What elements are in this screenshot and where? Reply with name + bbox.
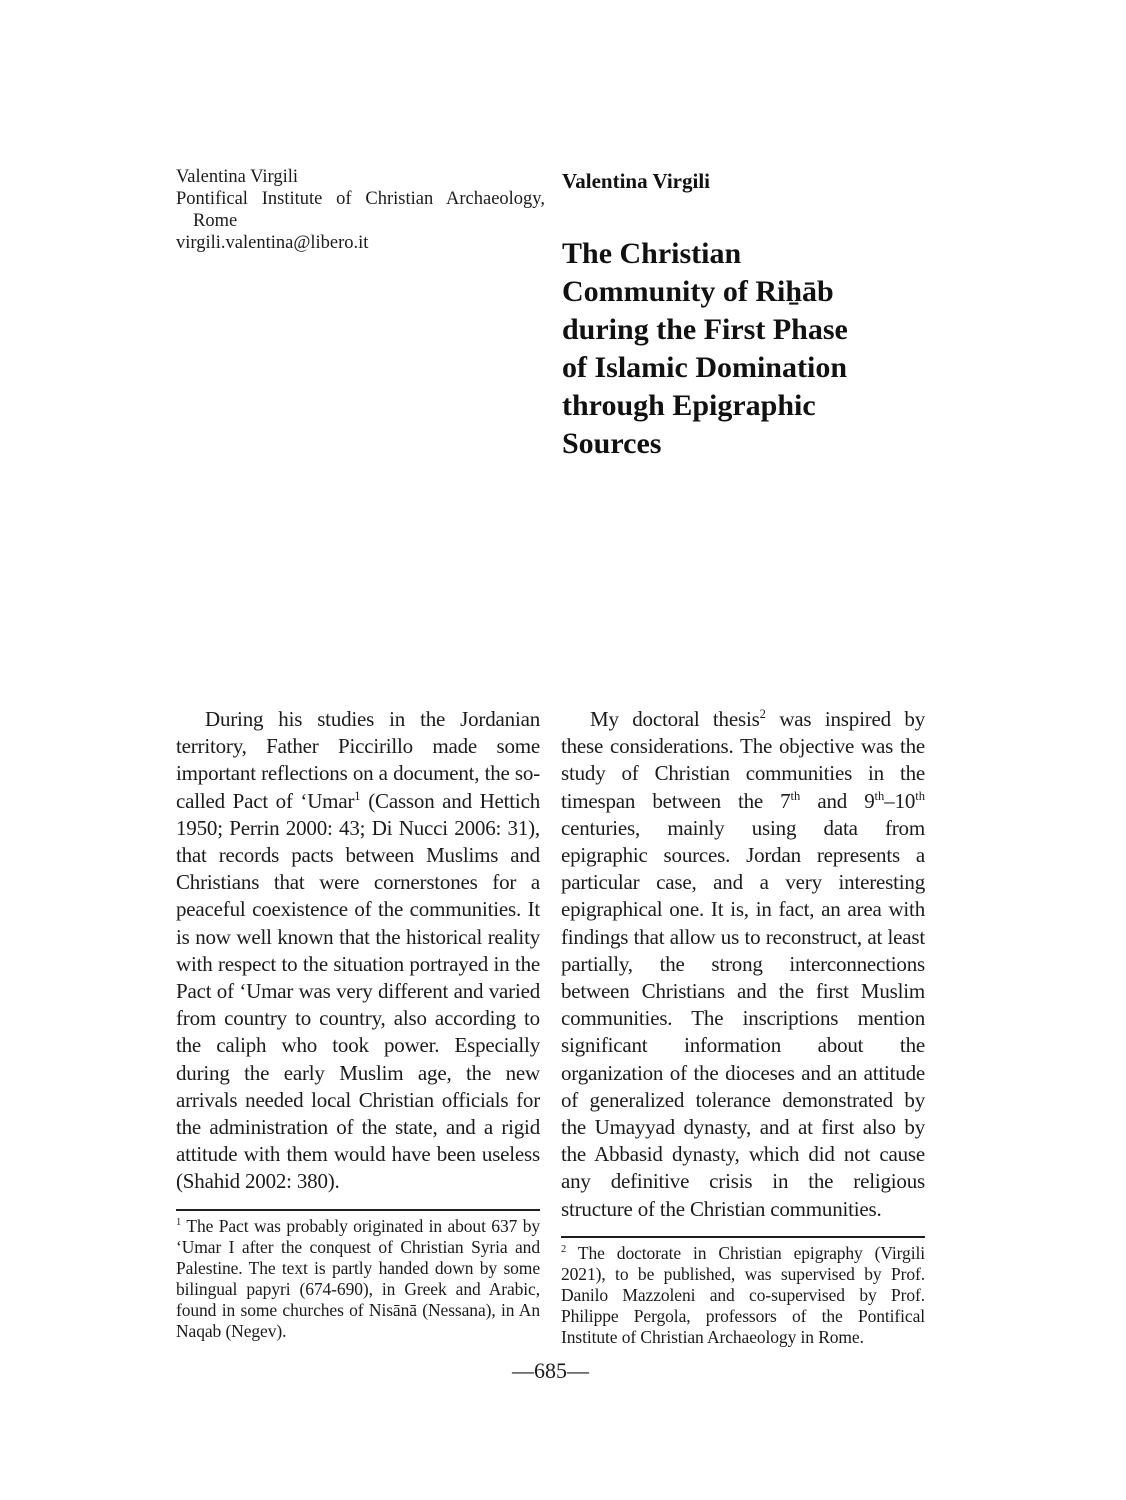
paragraph-right: My doctoral thesis$^2$ was inspired by these considerations. The objective was the study of Christian communities in the timespan between the 7th and 9th–10th centuries, mainly using data from epigraphic sources. Jordan represents a particular case, and a very interesting epigraphical one. It is, in fact, an area with findings that allow us to reconstruct, at least partially, the strong interconnections between Christians and the first Muslim communities. The inscriptions mention significant information about the organization of the dioceses and an attitude of generalized tolerance demonstrated by the Umayyad dynasty, and at first also by the Abbasid dynasty, which did not cause any definitive crisis in the religious structure of the Christian communities. <box>561 707 925 1221</box>
byline-author: Valentina Virgili <box>562 169 710 193</box>
paragraph-left: During his studies in the Jordanian territory, Father Piccirillo made some important reflections on a document, the so-called Pact of ‘Umar$^1$ (Casson and Hettich 1950; Perrin 2000: 43; Di Nucci 2006: 31), that records pacts between Muslims and Christians that were cornerstones for a peaceful coexistence of the communities. It is now well known that the historical reality with respect to the situation portrayed in the Pact of ‘Umar was very different and varied from country to country, also according to the caliph who took power. Especially during the early Muslim age, the new arrivals needed local Christian officials for the administration of the state, and a rigid attitude with them would have been useless (Shahid 2002: 380). <box>176 707 540 1194</box>
footnote-block-1 <box>176 1209 540 1342</box>
author-affiliation-continuation: Rome <box>193 211 238 231</box>
body-columns <box>176 706 925 1348</box>
column-left <box>176 706 540 1348</box>
footnote-separator <box>176 1209 540 1211</box>
footnote-separator <box>561 1236 925 1238</box>
footnote-1-text: $^1$ The Pact was probably originated in about 637 by ‘Umar I after the conquest of Christian Syria and Palestine. The text is partly handed down by some bilingual papyri (674-690), in Greek and Arabic, found in some churches of Nisānā (Nessana), in An Naqab (Negev). <box>176 1215 540 1341</box>
author-email: virgili.valentina@libero.it <box>176 233 369 253</box>
author-name: Valentina Virgili <box>176 167 299 187</box>
author-affiliation: Pontifical Institute of Christian Archaeology, <box>176 189 545 209</box>
column-right <box>561 706 925 1348</box>
author-block <box>176 166 545 254</box>
page-number: —685— <box>512 1358 589 1383</box>
footnote-2-text: $^2$ The doctorate in Christian epigraphy (Virgili 2021), to be published, was supervised by Prof. Danilo Mazzoleni and co-supervised by Prof. Philippe Pergola, professors of the Pontifical Institute of Christian Archaeology in Rome. <box>561 1242 925 1347</box>
paper-title: The Christian Community of Riẖāb during the First Phase of Islamic Domination through Epigraphic Sources <box>562 237 848 460</box>
footnote-block-2 <box>561 1236 925 1348</box>
